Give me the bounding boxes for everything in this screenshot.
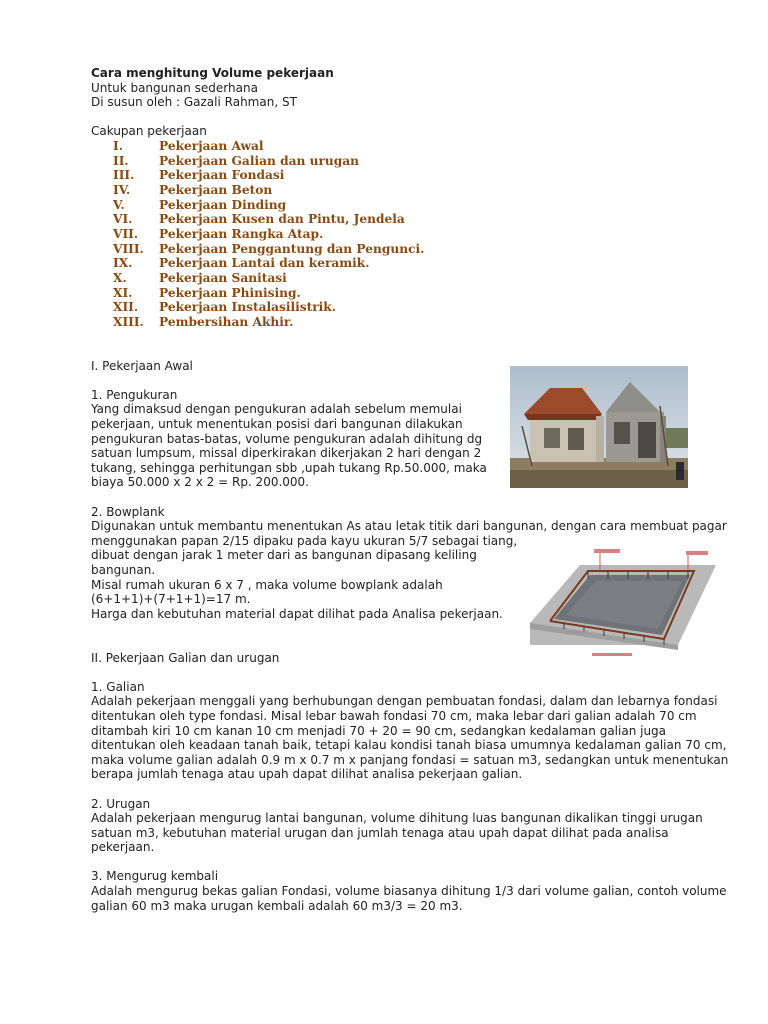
toc-number: IX. [113, 256, 133, 271]
paragraph-line: Digunakan untuk membantu menentukan As atau letak titik dari bangunan, dengan cara membuat pagar [91, 519, 727, 534]
toc-item [91, 242, 711, 257]
document-page [91, 66, 729, 913]
toc-item [91, 286, 711, 301]
paragraph-line: Adalah pekerjaan menggali yang berhubungan dengan pembuatan fondasi, dalam dan lebarnya fondasi [91, 694, 718, 709]
house-photo [510, 366, 688, 488]
toc-item [91, 139, 711, 154]
toc-label: Pekerjaan Awal [159, 138, 264, 153]
paragraph-line: dibuat dengan jarak 1 meter dari as bangunan dipasang keliling [91, 548, 477, 563]
paragraph-line: Misal rumah ukuran 6 x 7 , maka volume bowplank adalah [91, 577, 443, 592]
toc-item [91, 227, 711, 242]
paragraph-line: Yang dimaksud dengan pengukuran adalah sebelum memulai [91, 402, 462, 417]
toc-item [91, 212, 711, 227]
toc-item [91, 198, 711, 213]
paragraph-line: bangunan. [91, 563, 156, 577]
toc-item [91, 154, 711, 169]
document-subtitle: Untuk bangunan sederhana [91, 80, 258, 95]
toc-label: Pekerjaan Kusen dan Pintu, Jendela [159, 212, 405, 227]
document-author: Di susun oleh : Gazali Rahman, ST [91, 95, 297, 110]
scope-heading: Cakupan pekerjaan [91, 124, 207, 139]
paragraph-line: maka volume galian adalah 0.9 m x 0.7 m x panjang fondasi = satuan m3, sedangkan untuk menentukan [91, 752, 729, 767]
paragraph-line: berapa jumlah tenaga atau upah dapat dilihat analisa pekerjaan galian. [91, 767, 523, 782]
toc-label: Pekerjaan Beton [159, 182, 273, 197]
subsection-heading: 1. Pengukuran [91, 387, 178, 402]
table-of-contents [91, 139, 711, 330]
toc-label: Pekerjaan Sanitasi [159, 270, 287, 285]
toc-number: XII. [113, 300, 139, 315]
toc-number: X. [113, 270, 127, 285]
toc-label: Pekerjaan Rangka Atap. [159, 226, 324, 241]
toc-item [91, 315, 711, 330]
paragraph-line: menggunakan papan 2/15 dipaku pada kayu ukuran 5/7 sebagai tiang, [91, 533, 518, 548]
paragraph-line: galian 60 m3 maka urugan kembali adalah 60 m3/3 = 20 m3. [91, 898, 463, 913]
toc-item [91, 271, 711, 286]
toc-label: Pekerjaan Penggantung dan Pengunci. [159, 241, 425, 256]
toc-item [91, 256, 711, 271]
paragraph-line: satuan m3, kebutuhan material urugan dan jumlah tenaga atau upah dapat dilihat pada analisa [91, 825, 669, 840]
subsection-heading: 2. Urugan [91, 796, 151, 811]
toc-item [91, 300, 711, 315]
toc-number: IV. [113, 182, 131, 197]
toc-number: I. [113, 138, 123, 153]
paragraph-line: (6+1+1)+(7+1+1)=17 m. [91, 592, 251, 607]
toc-number: VI. [113, 212, 133, 227]
toc-label: Pekerjaan Lantai dan keramik. [159, 256, 370, 271]
toc-label: Pekerjaan Fondasi [159, 168, 285, 183]
subsection-heading: 2. Bowplank [91, 504, 165, 519]
paragraph-line: tukang, sehingga perhitungan sbb ,upah tukang Rp.50.000, maka [91, 460, 487, 475]
paragraph-line: biaya 50.000 x 2 x 2 = Rp. 200.000. [91, 475, 309, 490]
toc-label: Pekerjaan Instalasilistrik. [159, 300, 336, 315]
paragraph-line: Adalah mengurug bekas galian Fondasi, volume biasanya dihitung 1/3 dari volume galian, contoh volume [91, 884, 727, 899]
toc-label: Pekerjaan Dinding [159, 197, 287, 212]
subsection-heading: 1. Galian [91, 679, 145, 694]
toc-label: Pekerjaan Phinising. [159, 285, 301, 300]
toc-number: V. [113, 197, 125, 212]
toc-number: XIII. [113, 314, 144, 329]
paragraph-line: Harga dan kebutuhan material dapat dilihat pada Analisa pekerjaan. [91, 606, 503, 621]
paragraph-line: satuan lumpsum, missal diperkirakan dikerjakan 2 hari dengan 2 [91, 446, 482, 461]
house-photo-illustration [510, 366, 688, 488]
bowplank-diagram-illustration [528, 545, 718, 660]
toc-number: II. [113, 153, 129, 168]
toc-number: XI. [113, 285, 133, 300]
toc-label: Pembersihan Akhir. [159, 314, 294, 329]
paragraph-line: pengukuran batas-batas, volume pengukuran adalah dihitung dg [91, 431, 483, 446]
paragraph-line: Adalah pekerjaan mengurug lantai bangunan, volume dihitung luas bangunan dikalikan tinggi urugan [91, 811, 703, 826]
toc-item [91, 168, 711, 183]
paragraph-line: ditentukan oleh type fondasi. Misal lebar bawah fondasi 70 cm, maka lebar dari galian adalah 70 cm [91, 708, 697, 723]
paragraph-line: pekerjaan. [91, 840, 155, 855]
bowplank-diagram [528, 545, 718, 660]
paragraph-line: pekerjaan, untuk menentukan posisi dari bangunan dilakukan [91, 417, 463, 432]
paragraph-line: ditentukan oleh keadaan tanah baik, tetapi kalau kondisi tanah biasa umumnya kedalaman galian 70 cm, [91, 738, 727, 753]
subsection-heading: 3. Mengurug kembali [91, 869, 219, 884]
toc-item [91, 183, 711, 198]
paragraph-line: ditambah kiri 10 cm kanan 10 cm menjadi 70 + 20 = 90 cm, sedangkan kedalaman galian juga [91, 723, 667, 738]
section-heading: I. Pekerjaan Awal [91, 358, 193, 373]
toc-number: VII. [113, 226, 139, 241]
toc-label: Pekerjaan Galian dan urugan [159, 153, 360, 168]
section-heading: II. Pekerjaan Galian dan urugan [91, 650, 280, 665]
document-title: Cara menghitung Volume pekerjaan [91, 66, 334, 80]
toc-number: III. [113, 168, 135, 183]
toc-number: VIII. [113, 241, 144, 256]
